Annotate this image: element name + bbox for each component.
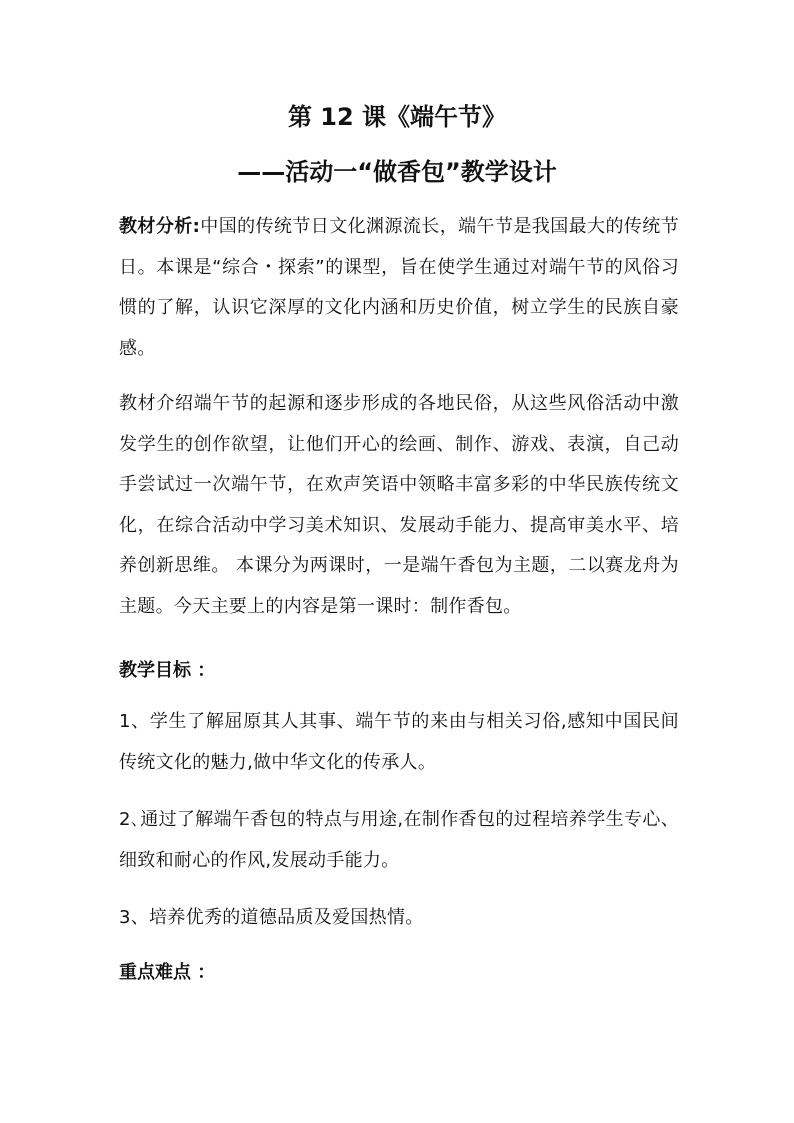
goals-heading: 教学目标 ： — [119, 660, 216, 681]
intro-paragraph: 教材介绍端午节的起源和逐步形成的各地民俗，从这些风俗活动中激发学生的创作欲望，让他们开心的绘画、制作、游戏、表演，自己动手尝试过一次端午节，在欢声笑语中领略丰富多彩的中华民族传统文化，在综合活动中学习美术知识、发展动手能力、提高审美水平、培养创新思维。 本课分为两课时，一是端午香包为主题，二以赛龙舟为主题。今天主要上的内容是第一课时：制作香包。 — [119, 393, 679, 617]
goal-item-1: 1、学生了解屈原其人其事、端午节的来由与相关习俗,感知中国民间传统文化的魅力,做中华文化的传承人。 — [119, 711, 679, 773]
analysis-paragraph — [119, 207, 679, 369]
document-title: 第 12 课《端午节》 — [287, 103, 507, 131]
document-subtitle: ——活动一“做香包”教学设计 — [237, 158, 557, 186]
key-points-heading: 重点难点 ： — [119, 962, 216, 983]
goal-item-2: 2､通过了解端午香包的特点与用途,在制作香包的过程培养学生专心、细致和耐心的作风,发展动手能力。 — [119, 809, 679, 871]
goal-item-3: 3、培养优秀的道德品质及爱国热情。 — [119, 907, 424, 928]
analysis-label: 教材分析: — [119, 216, 201, 237]
analysis-text: 中国的传统节日文化渊源流长，端午节是我国最大的传统节日。本课是“综合・探索”的课型，旨在使学生通过对端午节的风俗习惯的了解，认识它深厚的文化内涵和历史价值，树立学生的民族自豪感。 — [119, 216, 679, 359]
